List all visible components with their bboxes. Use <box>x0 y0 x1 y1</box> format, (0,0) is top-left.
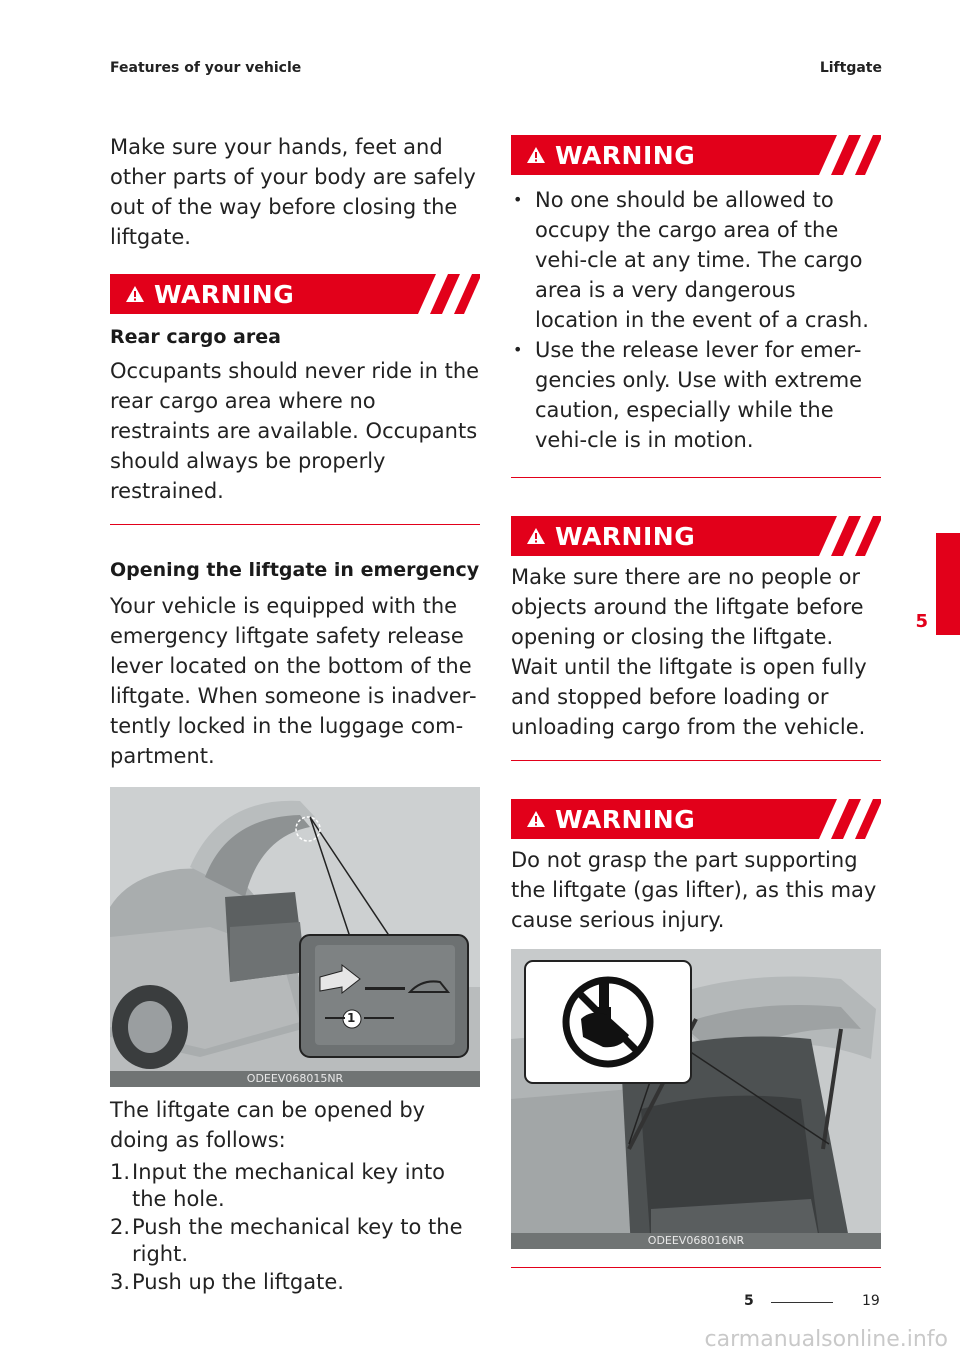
section-text-emergency-opening: Your vehicle is equipped with the emergency liftgate safety release lever located on the bottom of the liftgate. When someone is inadver-tently locked in the luggage com-partment. <box>110 594 477 768</box>
warning-stripes-decoration <box>819 516 881 556</box>
steps-intro: The liftgate can be opened by doing as follows: <box>110 1098 426 1152</box>
steps-list <box>110 1159 480 1296</box>
car-rear-illustration <box>110 787 480 1087</box>
warning-stripes-decoration <box>819 799 881 839</box>
warning-text-surroundings: Make sure there are no people or objects around the liftgate before opening or closing the liftgate. Wait until the liftgate is open fully and stopped before loading or unloading cargo from the vehicle. <box>511 565 867 739</box>
figure-emergency-release-lever <box>110 787 480 1087</box>
warning-bullet-list <box>511 185 881 455</box>
warning-text-rear-cargo: Occupants should never ride in the rear cargo area where no restraints are available. Occupants should always be properly restrained. <box>110 359 480 503</box>
warning-triangle-icon <box>523 146 549 164</box>
open-liftgate-illustration <box>511 949 881 1249</box>
warning-label: WARNING <box>555 804 696 834</box>
warning-label: WARNING <box>154 279 295 309</box>
warning-triangle-icon <box>122 285 148 303</box>
warning-banner-surroundings <box>511 516 881 556</box>
warning-triangle-icon <box>523 810 549 828</box>
list-item: • Use the release lever for emer-gencies only. Use with extreme caution, especially while the vehi-cle is in motion. <box>511 335 881 455</box>
figure-callout-number: 1 <box>347 1011 356 1025</box>
chapter-tab-number: 5 <box>915 611 928 632</box>
warning-stripes-decoration <box>819 135 881 175</box>
warning-banner-rear-cargo <box>110 274 480 314</box>
warning-text-gas-lifter: Do not grasp the part supporting the liftgate (gas lifter), as this may cause serious injury. <box>511 848 877 932</box>
warning-subhead: Rear cargo area <box>110 326 281 348</box>
list-item: 1. Input the mechanical key into the hole. <box>110 1160 446 1211</box>
running-header-section: Features of your vehicle <box>110 60 302 76</box>
warning-stripes-decoration <box>418 274 480 314</box>
figure-caption: ODEEV068015NR <box>110 1071 480 1087</box>
section-title-emergency-opening: Opening the liftgate in emergency <box>110 559 480 581</box>
list-item: 2. Push the mechanical key to the right. <box>110 1215 463 1266</box>
figure-caption: ODEEV068016NR <box>511 1233 881 1249</box>
chapter-side-tab <box>936 533 960 635</box>
footer-divider <box>771 1302 833 1303</box>
list-item: • No one should be allowed to occupy the cargo area of the vehi-cle at any time. The cargo area is a very dangerous location in the event of a crash. <box>511 185 881 335</box>
watermark-text: carmanualsonline.info <box>704 1327 948 1352</box>
warning-label: WARNING <box>555 140 696 170</box>
warning-triangle-icon <box>523 527 549 545</box>
right-column <box>511 135 881 1268</box>
warning-banner-cargo-occupancy <box>511 135 881 175</box>
running-header-topic: Liftgate <box>819 60 882 76</box>
list-item: 3. Push up the liftgate. <box>110 1270 344 1294</box>
left-column <box>110 132 480 1297</box>
intro-paragraph: Make sure your hands, feet and other parts of your body are safely out of the way before closing the liftgate. <box>110 135 476 249</box>
warning-label: WARNING <box>555 521 696 551</box>
footer-chapter-number: 5 <box>744 1293 754 1309</box>
warning-banner-gas-lifter <box>511 799 881 839</box>
figure-gas-lifter-warning <box>511 949 881 1249</box>
section-end-rule <box>511 1267 881 1268</box>
footer-page-number: 19 <box>862 1293 880 1309</box>
